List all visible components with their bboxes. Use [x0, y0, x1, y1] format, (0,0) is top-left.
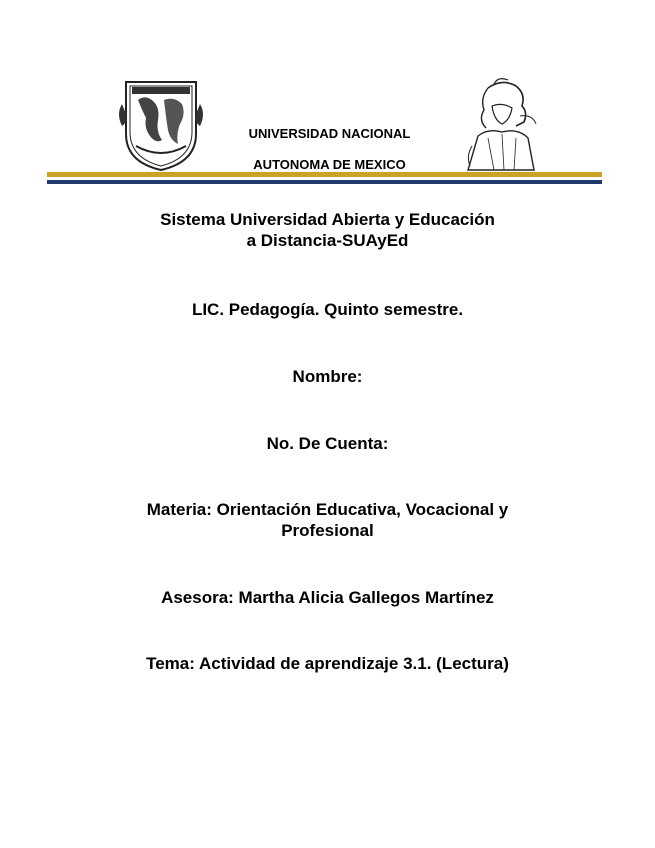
system-title — [100, 209, 555, 251]
document-header — [0, 0, 655, 190]
system-title-line1: Sistema Universidad Abierta y Educación — [160, 210, 495, 229]
header-blue-band — [47, 180, 602, 184]
ffyl-athena-logo — [458, 76, 542, 174]
account-label: No. De Cuenta: — [266, 434, 389, 453]
name-label: Nombre: — [292, 367, 363, 386]
advisor-line: Asesora: Martha Alicia Gallegos Martínez — [161, 588, 494, 607]
subject-line1: Materia: Orientación Educativa, Vocacional y — [146, 500, 509, 519]
university-name-line1: UNIVERSIDAD NACIONAL — [248, 126, 411, 141]
header-gold-band — [47, 172, 602, 177]
subject — [90, 499, 565, 541]
topic-line: Tema: Actividad de aprendizaje 3.1. (Lectura) — [146, 654, 509, 673]
degree-line: LIC. Pedagogía. Quinto semestre. — [191, 300, 464, 319]
university-name-line2: AUTONOMA DE MEXICO — [253, 157, 406, 172]
subject-line2: Profesional — [281, 521, 374, 540]
system-title-line2: a Distancia-SUAyEd — [246, 231, 409, 250]
